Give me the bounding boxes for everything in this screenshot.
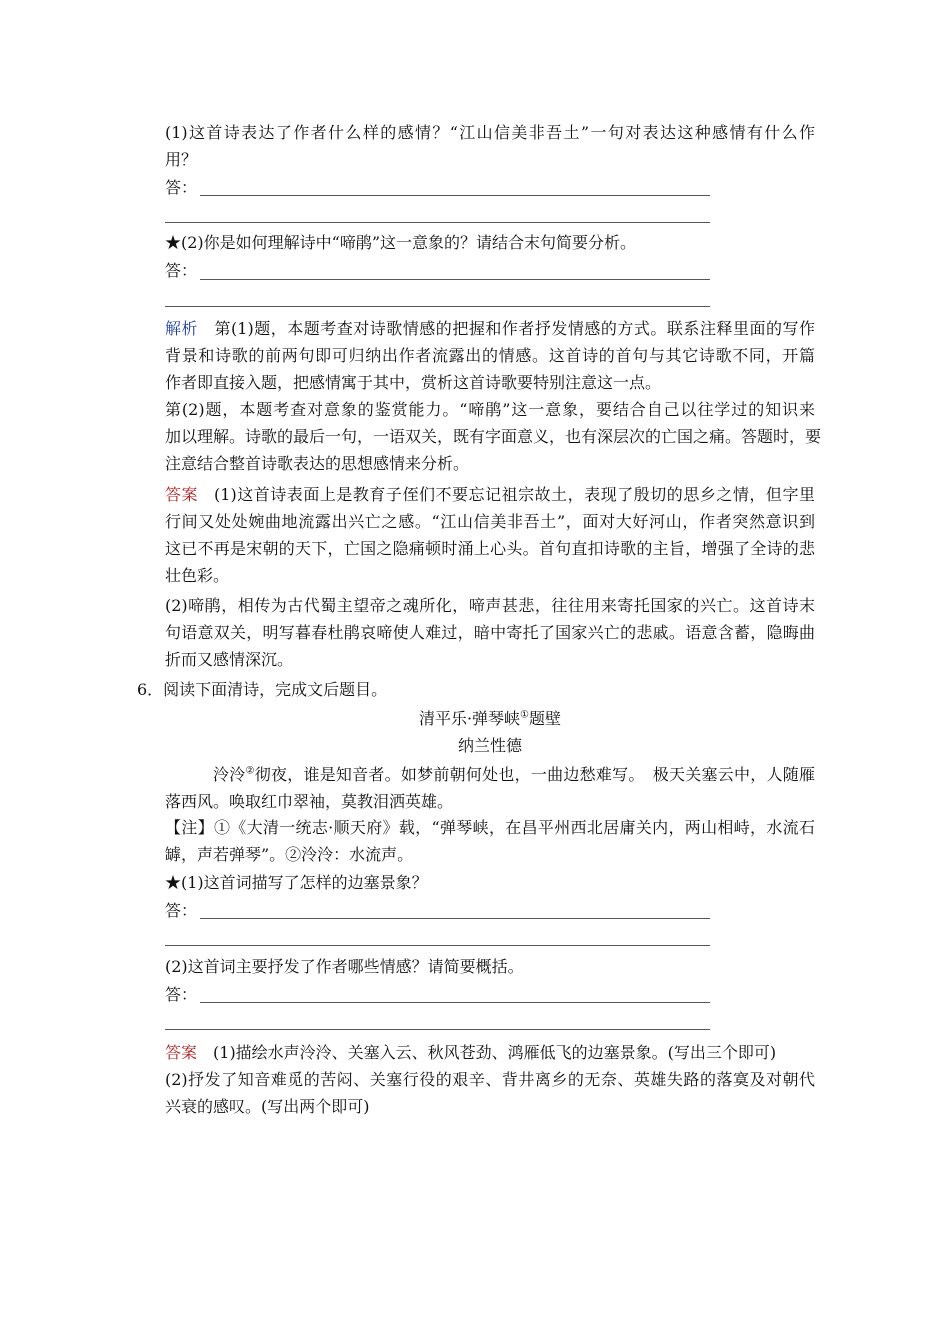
analysis-label: 解析	[165, 319, 199, 338]
answer-line: 这已不再是宋朝的天下，亡国之隐痛顿时涌上心头。首句直扣诗歌的主旨，增强了全诗的悲	[165, 539, 815, 558]
answer-prefix-q6-1: 答：	[165, 901, 198, 920]
poem-title: 清平乐·弹琴峡①题壁	[418, 709, 562, 728]
answer-line: 答案 (1)描绘水声泠泠、关塞入云、秋风苍劲、鸿雁低飞的边塞景象。(写出三个即可)	[165, 1043, 777, 1062]
question-1-text: (1)这首诗表达了作者什么样的感情？“江山信美非吾土”一句对表达这种感情有什么作	[165, 123, 815, 142]
answer-line: (2)啼鹃，相传为古代蜀主望帝之魂所化，啼声甚悲，往往用来寄托国家的兴亡。这首诗末	[165, 596, 815, 615]
answer-line: (2)抒发了知音难觅的苦闷、关塞行役的艰辛、背井离乡的无奈、英雄失路的落寞及对朝代	[165, 1070, 815, 1089]
answer-blank-line[interactable]	[200, 1002, 710, 1003]
answer-line: 壮色彩。	[165, 566, 230, 585]
answer-blank-line[interactable]	[200, 279, 710, 280]
analysis-line: 背景和诗歌的前两句即可归纳出作者流露出的情感。这首诗的首句与其它诗歌不同，开篇	[165, 346, 815, 365]
analysis-line: 注意结合整首诗歌表达的思想感情来分析。	[165, 454, 470, 473]
answer-blank-line[interactable]	[165, 945, 710, 946]
answer-line: 折而又感情深沉。	[165, 650, 294, 669]
question-6-sub1: ★(1)这首词描写了怎样的边塞景象？	[165, 873, 428, 892]
poem-author: 纳兰性德	[457, 736, 522, 755]
question-1-text-cont: 用？	[165, 150, 198, 169]
poem-line: 落西风。唤取红巾翠袖，莫教泪洒英雄。	[165, 792, 454, 811]
answer-prefix-q1: 答：	[165, 178, 198, 197]
answer-prefix-q6-2: 答：	[165, 985, 198, 1004]
poem-note: 【注】①《大清一统志·顺天府》载，“弹琴峡，在昌平州西北居庸关内，两山相峙，水流石	[165, 818, 815, 837]
analysis-line: 解析 第(1)题，本题考查对诗歌情感的把握和作者抒发情感的方式。联系注释里面的写作	[165, 319, 815, 338]
answer-blank-line[interactable]	[200, 918, 710, 919]
footnote-marker: ①	[520, 709, 530, 721]
answer-label: 答案	[165, 1043, 198, 1062]
answer-line: 兴衰的感叹。(写出两个即可)	[165, 1097, 370, 1116]
answer-prefix-q2: 答：	[165, 261, 198, 280]
poem-note: 罅，声若弹琴”。②泠泠：水流声。	[165, 845, 414, 864]
footnote-marker: ②	[245, 765, 255, 777]
answer-blank-line[interactable]	[165, 306, 710, 307]
answer-blank-line[interactable]	[200, 195, 710, 196]
answer-line: 句语意双关，明写暮春杜鹃哀啼使人难过，暗中寄托了国家兴亡的悲戚。语意含蓄，隐晦曲	[165, 623, 815, 642]
answer-label: 答案	[165, 485, 199, 504]
analysis-line: 第(2)题，本题考查对意象的鉴赏能力。“啼鹃”这一意象，要结合自己以往学过的知识来	[165, 400, 815, 419]
analysis-line: 加以理解。诗歌的最后一句，一语双关，既有字面意义，也有深层次的亡国之痛。答题时，要	[165, 427, 822, 446]
question-6-intro: 6．阅读下面清诗，完成文后题目。	[137, 680, 388, 699]
question-2-text: ★(2)你是如何理解诗中“啼鹃”这一意象的？请结合末句简要分析。	[165, 233, 637, 252]
answer-line: 行间又处处婉曲地流露出兴亡之感。“江山信美非吾土”，面对大好河山，作者突然意识到	[165, 512, 815, 531]
question-6-sub2: (2)这首词主要抒发了作者哪些情感？请简要概括。	[165, 957, 524, 976]
poem-line: 泠泠②彻夜，谁是知音者。如梦前朝何处也，一曲边愁难写。 极天关塞云中，人随雁	[213, 765, 815, 784]
answer-blank-line[interactable]	[165, 222, 710, 223]
answer-blank-line[interactable]	[165, 1029, 710, 1030]
answer-line: 答案 (1)这首诗表面上是教育子侄们不要忘记祖宗故土，表现了殷切的思乡之情，但字里	[165, 485, 815, 504]
analysis-line: 作者即直接入题，把感情寓于其中，赏析这首诗歌要特别注意这一点。	[165, 373, 662, 392]
